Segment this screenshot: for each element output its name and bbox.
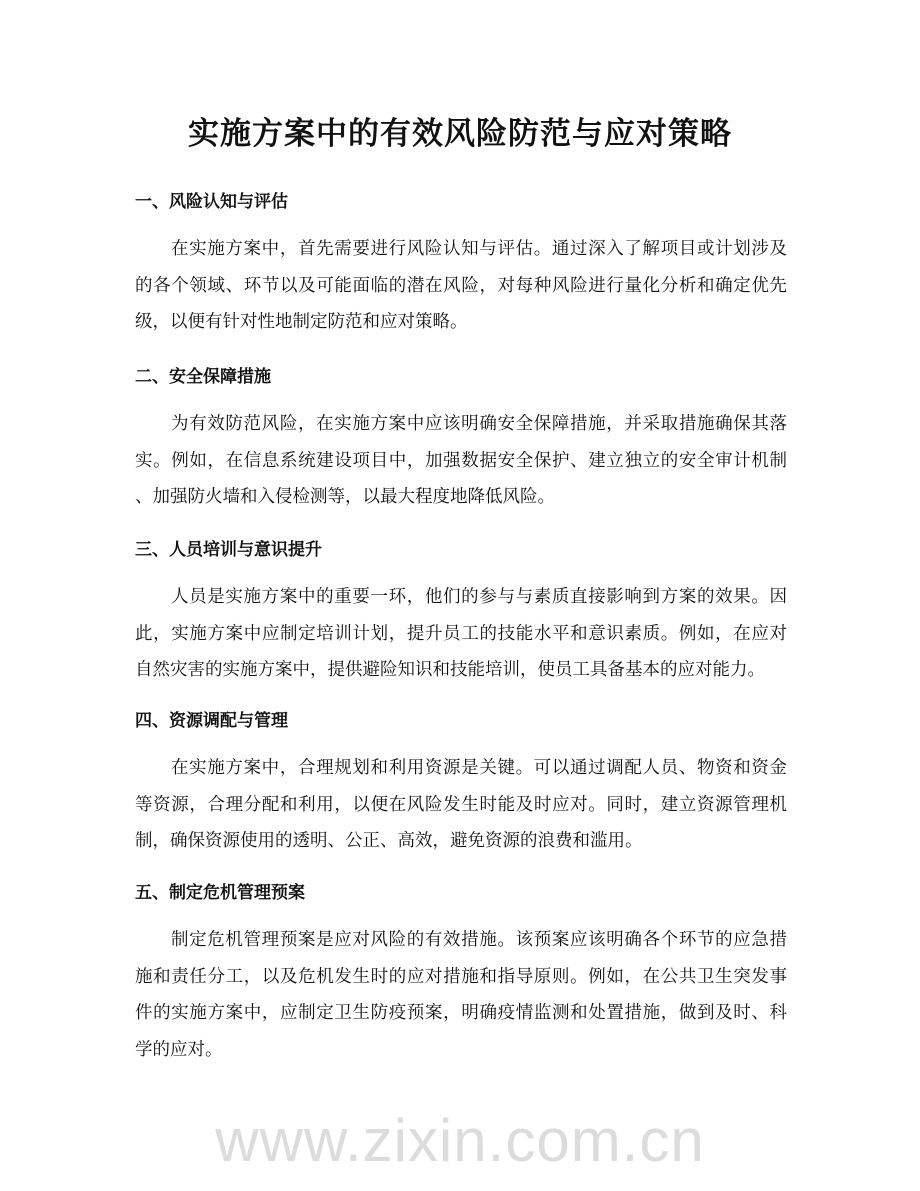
paragraph-line: 在实施方案中，首先需要进行风险认知与评估。通过深入了解项目或计划涉及	[171, 239, 787, 259]
section-heading: 三、人员培训与意识提升	[135, 540, 322, 560]
paragraph-line: 件的实施方案中，应制定卫生防疫预案，明确疫情监测和处置措施，做到及时、科	[135, 1003, 787, 1023]
section-paragraph	[135, 236, 787, 346]
paragraph-line: 制，确保资源使用的透明、公正、高效，避免资源的浪费和滥用。	[135, 831, 643, 851]
paragraph-line: 的各个领域、环节以及可能面临的潜在风险，对每种风险进行量化分析和确定优先	[135, 275, 787, 296]
paragraph-line: 此，实施方案中应制定培训计划，提升员工的技能水平和意识素质。例如，在应对	[135, 623, 787, 644]
paragraph-line: 为有效防范风险，在实施方案中应该明确安全保障措施，并采取措施确保其落	[171, 414, 787, 434]
section	[135, 881, 787, 1073]
section-paragraph	[135, 584, 787, 694]
paragraph-line: 自然灾害的实施方案中，提供避险知识和技能培训，使员工具备基本的应对能力。	[135, 660, 765, 680]
section-paragraph	[135, 411, 787, 521]
paragraph-line: 施和责任分工，以及危机发生时的应对措施和指导原则。例如，在公共卫生突发事	[135, 966, 787, 987]
section-heading: 二、安全保障措施	[135, 367, 271, 387]
paragraph-line: 学的应对。	[135, 1039, 223, 1060]
section	[135, 709, 787, 865]
document-title: 实施方案中的有效风险防范与应对策略	[188, 116, 732, 152]
paragraph-line: 在实施方案中，合理规划和利用资源是关键。可以通过调配人员、物资和资金	[171, 758, 787, 778]
section-heading: 四、资源调配与管理	[135, 711, 288, 731]
section	[135, 365, 787, 521]
paragraph-line: 级，以便有针对性地制定防范和应对策略。	[135, 312, 468, 332]
section-heading: 一、风险认知与评估	[135, 192, 288, 212]
paragraph-line: 、加强防火墙和入侵检测等，以最大程度地降低风险。	[135, 487, 555, 507]
paragraph-line: 制定危机管理预案是应对风险的有效措施。该预案应该明确各个环节的应急措	[171, 930, 787, 950]
watermark: www.zixin.com.cn	[215, 1107, 705, 1174]
section	[135, 538, 787, 694]
section-paragraph	[135, 755, 787, 865]
section-paragraph	[135, 927, 787, 1073]
section-heading: 五、制定危机管理预案	[135, 883, 305, 903]
paragraph-line: 人员是实施方案中的重要一环，他们的参与与素质直接影响到方案的效果。因	[171, 587, 787, 607]
paragraph-line: 等资源，合理分配和利用，以便在风险发生时能及时应对。同时，建立资源管理机	[135, 794, 787, 815]
paragraph-line: 实。例如，在信息系统建设项目中，加强数据安全保护、建立独立的安全审计机制	[135, 450, 787, 471]
section	[135, 190, 787, 346]
